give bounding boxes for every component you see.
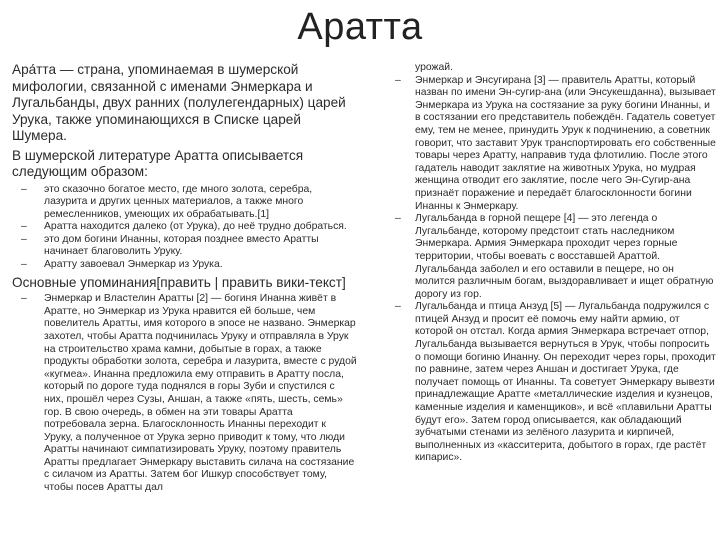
bullet-dash: – [395,301,401,313]
bullet-dash: – [21,293,27,305]
list-item: – Аратту завоевал Энмеркар из Урука. [21,259,223,271]
list-item: – Энмеркар и Властелин Аратты [2] — богиня Инанна живёт в Аратте, но Энмеркар из Урука нравится ей больше, чем повелитель Аратты, имя которого в эпосе не названо. Энмеркар захотел, чтобы Аратта подчинилась Уруку и отправляла в Урук на строительство храма камни, добытые в горах, а также продукты обработки золота, серебра и лазурита, вместе с рудой «кугмеа». Инанна предложила ему отправить в Аратту посла, который по дороге туда поднялся в горы Зуби и спустился с них, прошёл через Сузы, Аншан, а также «пять, шесть, семь» гор. В свою очередь, в обмен на эти товары Аратта потребовала зерна. Благосклонность Инанны переходит к Уруку, а полученное от Урука зерно приводит к тому, что люди Аратты начинают симпатизировать Уруку, поэтому правитель Аратты предлагает Энмеркару выставить силача на состязание с силачом из Аратты. Затем бог Ишкур способствует тому, чтобы посев Аратты дал [21,293,357,494]
mentions-list-right [378,75,716,465]
section-heading: Основные упоминания[править | править вики-текст] [12,274,346,290]
left-column [12,62,357,495]
list-item: – это дом богини Инанны, которая позднее вместо Аратты начинает благоволить Уруку. [21,233,319,258]
bullet-dash: – [395,213,401,225]
bullet-dash: – [395,74,401,86]
intro-paragraph: Ара́тта — страна, упоминаемая в шумерской мифологии, связанной с именами Энмеркара и Лугальбанды, двух ранних (полулегендарных) царей Урука, также упоминающихся в Списке царей Шумера. [12,62,346,143]
continuation-text: урожай. [415,62,453,73]
bullet-dash: – [21,221,27,233]
list-item: – Аратта находится далеко (от Урука), до неё трудно добраться. [21,221,347,233]
list-item: – это сказочно богатое место, где много золота, серебра, лазурита и других ценных материалов, а также много ремесленников, умеющих их обрабатывать.[1] [21,183,313,220]
list-item: – Лугальбанда и птица Анзуд [5] — Лугальбанда подружился с птицей Анзуд и просит её помочь ему найти армию, от которой он отстал. Когда армия Энмеркара встречает отпор, Лугальбанда вызывается вернуться в Урук, чтобы попросить о помощи богиню Инанну. Он переходит через горы, проходит по равнине, затем через Аншан и достигает Урука, где получает помощь от Инанны. Та советует Энмеркару вывезти принадлежащие Аратте «металлические изделия и кузнецов, каменные изделия и каменщиков», и всё «плавильни Аратты будут его». Затем город описывается, как обладающий зубчатыми стенами из зелёного лазурита и кирпичей, выполненных из «касситерита, добытого в горах, где растёт кипарис». [395,301,716,464]
bullet-dash: – [21,233,27,245]
list-item: – Лугальбанда в горной пещере [4] — это легенда о Лугальбанде, которому предстоит стать наследником Энмеркара. Армия Энмеркара проходит через горные территории, чтобы воевать с восставшей Араттой. Лугальбанда заболел и его оставили в пещере, но он молится различным богам, выздоравливает и ищет обратную дорогу из гор. [395,213,714,300]
description-list [12,184,357,272]
right-column [378,62,716,465]
description-intro: В шумерской литературе Аратта описывается следующим образом: [12,147,304,179]
list-item: – Энмеркар и Энсугирана [3] — правитель Аратты, который назван по имени Эн-сугир-ана (или Энсукешданна), вызывает Энмеркара из Урука на состязание за руку богини Инанны, и в состязании его представитель побеждён. Гадатель советует ему, тем не менее, принудить Урук к подчинению, а советник говорит, что заставит Урук транспортировать его собственные товары через Аратту, направив туда флотилию. После этого гадатель наводит заклятие на животных Урука, но мудрая женщина отводит его заклятие, после чего Эн-Сугир-ана признаёт поражение и передаёт благосклонности богини Инанны к Энмеркару. [395,74,716,212]
bullet-dash: – [21,259,27,271]
page-title: Аратта [297,6,423,48]
mentions-list-left [12,293,357,495]
bullet-dash: – [21,183,27,195]
